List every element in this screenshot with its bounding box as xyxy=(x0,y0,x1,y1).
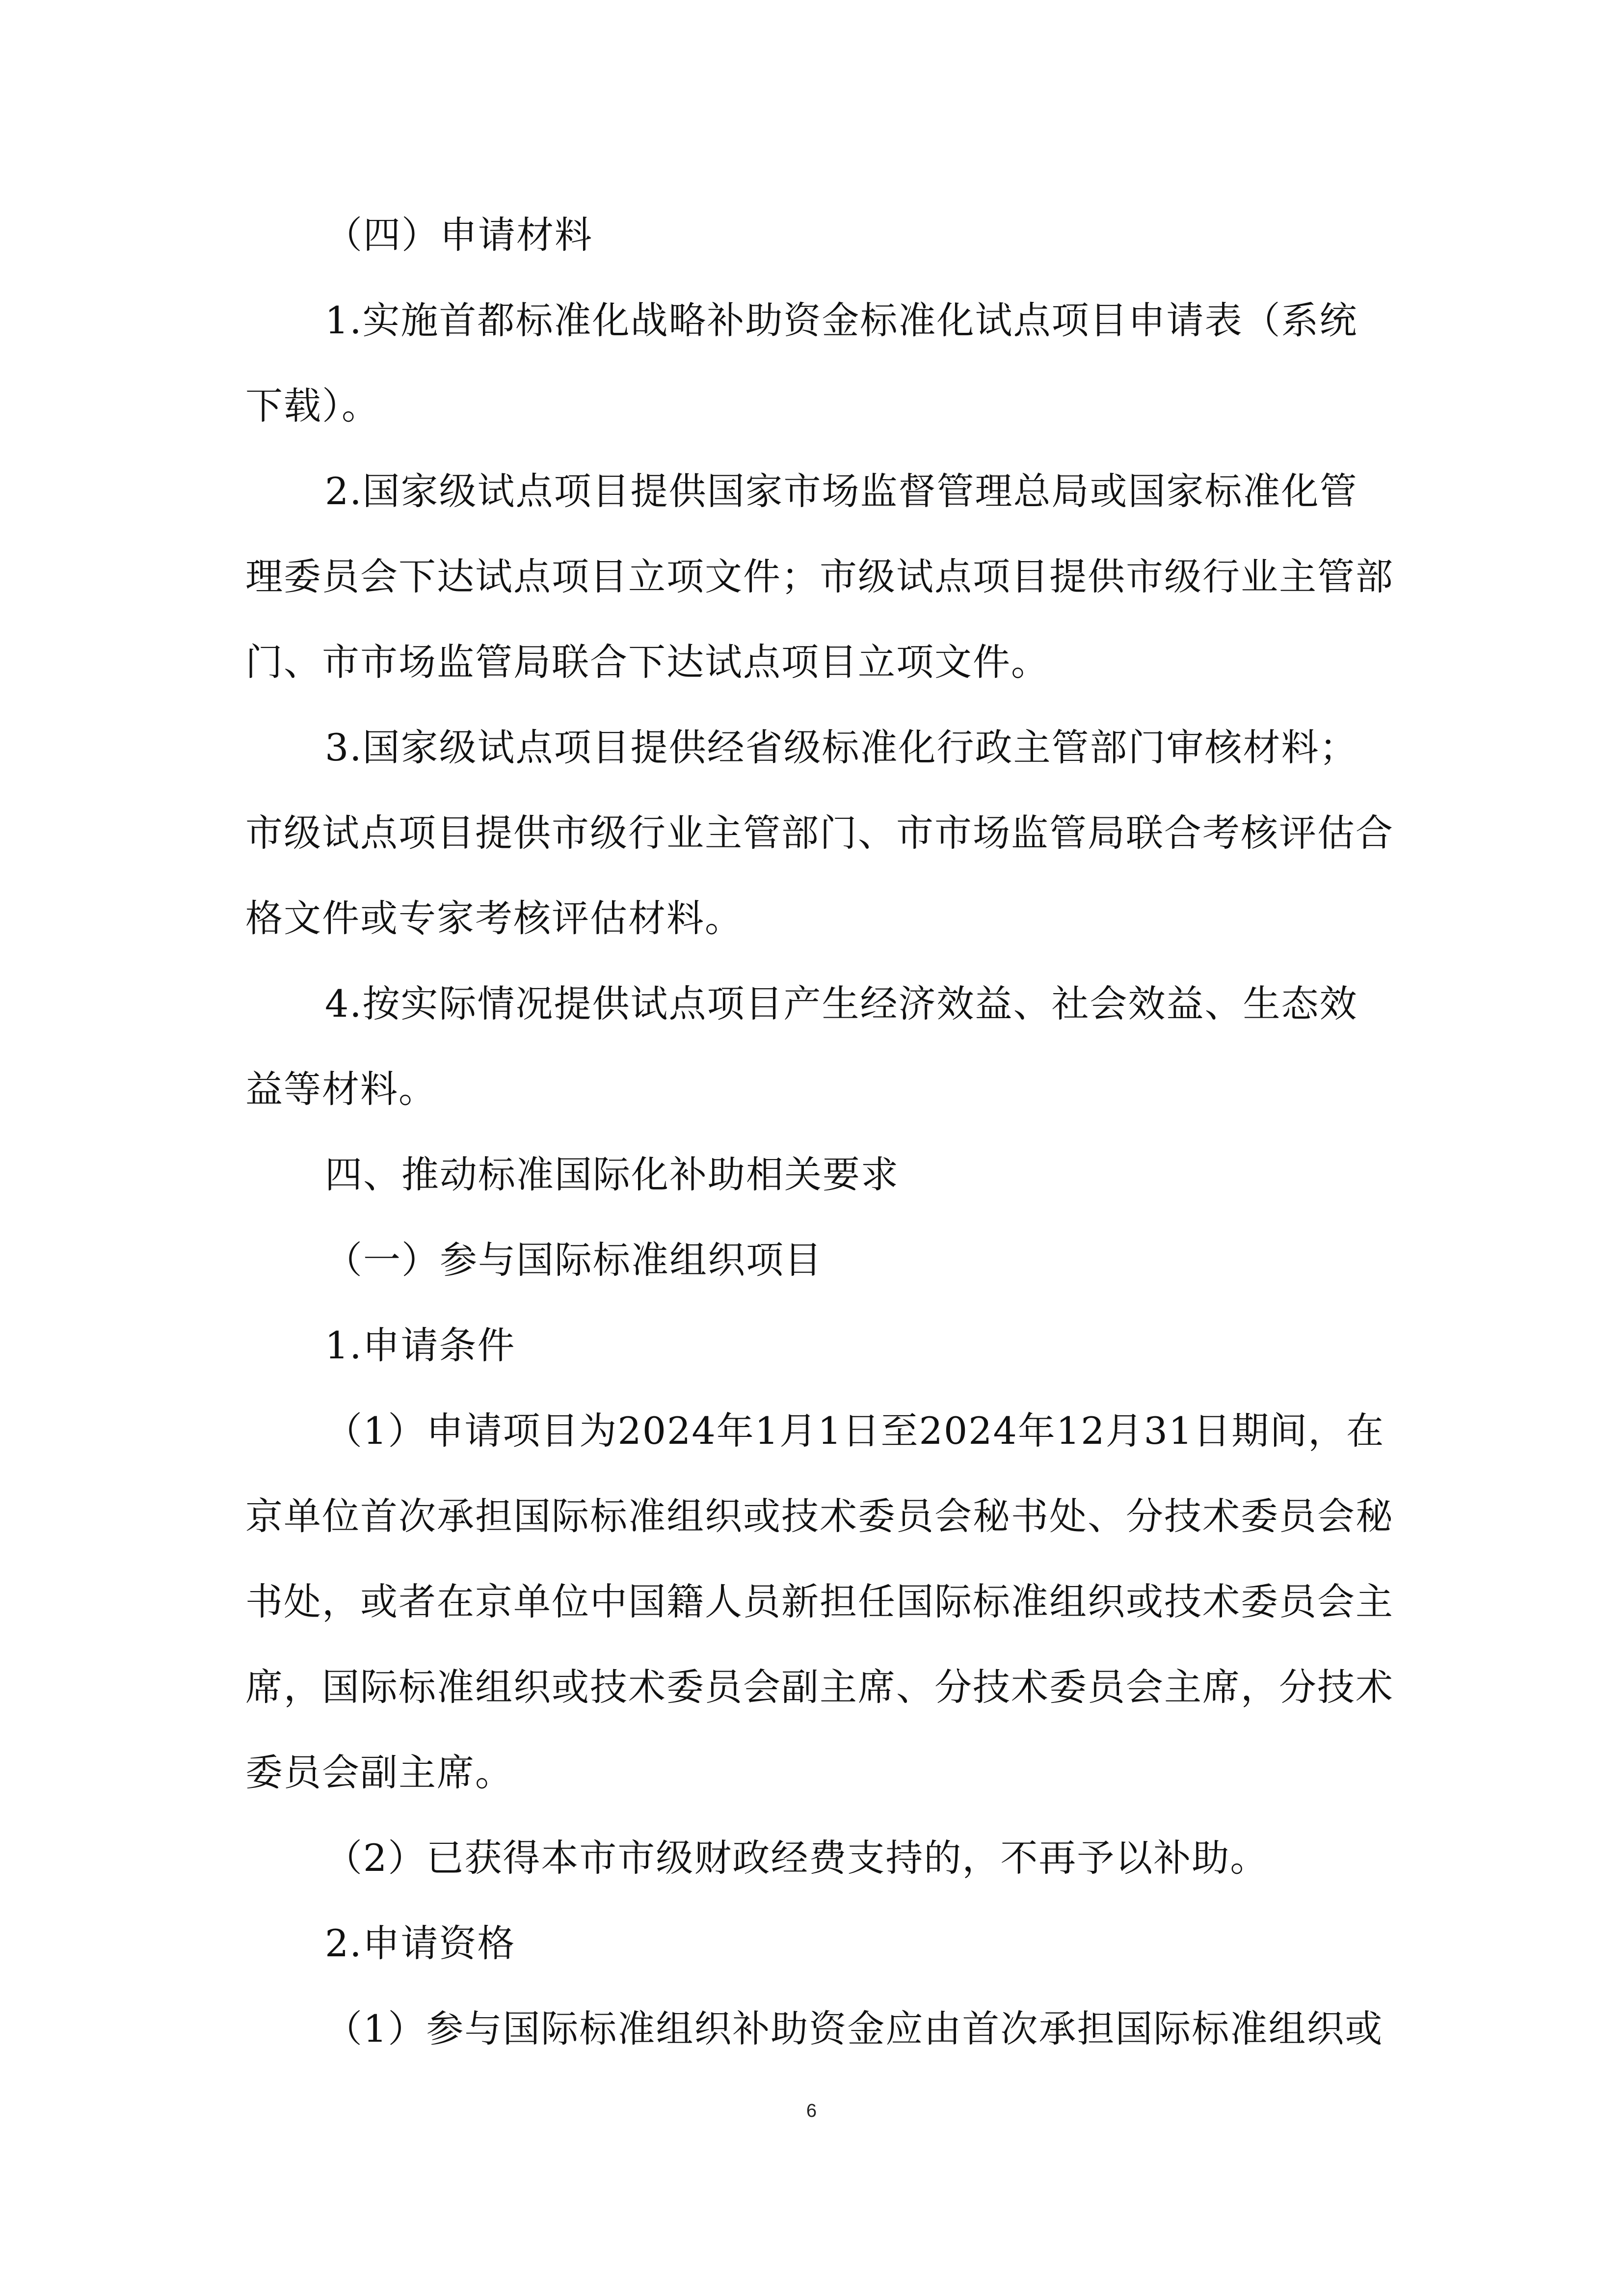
page-number: 6 xyxy=(806,2101,817,2121)
subheading-application-conditions: 1.申请条件 xyxy=(325,1324,516,1367)
subsection-heading-international-org: （一）参与国际标准组织项目 xyxy=(325,1238,823,1282)
paragraph-item-3: 3.国家级试点项目提供经省级标准化行政主管部门审核材料；市级试点项目提供市级行业主管部门、市市场监管局联合考核评估合格文件或专家考核评估材料。 xyxy=(245,726,1394,940)
paragraph-item-4: 4.按实际情况提供试点项目产生经济效益、社会效益、生态效益等材料。 xyxy=(245,982,1358,1111)
paragraph-item-2: 2.国家级试点项目提供国家市场监督管理总局或国家标准化管理委员会下达试点项目立项文件；市级试点项目提供市级行业主管部门、市市场监管局联合下达试点项目立项文件。 xyxy=(245,469,1394,684)
paragraph-condition-2: （2）已获得本市市级财政经费支持的，不再予以补助。 xyxy=(325,1836,1269,1880)
subheading-application-qualification: 2.申请资格 xyxy=(325,1921,516,1965)
paragraph-condition-1: （1）申请项目为2024年1月1日至2024年12月31日期间，在京单位首次承担国际标准组织或技术委员会秘书处、分技术委员会秘书处，或者在京单位中国籍人员新担任国际标准组织或技术委员会主席，国际标准组织或技术委员会副主席、分技术委员会主席，分技术委员会副主席。 xyxy=(245,1409,1394,1794)
section-heading-application-materials: （四）申请材料 xyxy=(325,213,593,257)
section-heading-internationalization: 四、推动标准国际化补助相关要求 xyxy=(325,1153,899,1196)
paragraph-item-1: 1.实施首都标准化战略补助资金标准化试点项目申请表（系统下载）。 xyxy=(245,298,1358,428)
paragraph-qualification-1: （1）参与国际标准组织补助资金应由首次承担国际标准组织或 xyxy=(325,2007,1384,2051)
